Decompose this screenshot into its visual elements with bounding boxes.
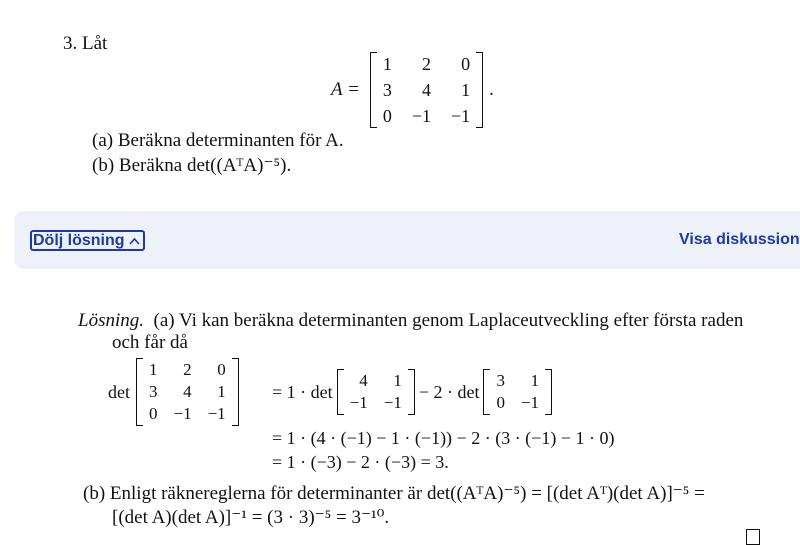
solution-line-2: och får då <box>112 332 188 353</box>
matrix-cell: 1 <box>382 54 392 74</box>
matrix-cell: 1 <box>149 360 158 379</box>
matrix-cell: 4 <box>183 382 192 401</box>
rhs1-mid: − 2 · det <box>418 381 480 402</box>
matrix-cell: 0 <box>149 404 158 423</box>
matrix-cell: 0 <box>461 54 471 74</box>
matrix-a <box>377 51 476 129</box>
rhs1-prefix: = 1 · det <box>272 381 333 402</box>
minor-matrix-2 <box>490 370 545 414</box>
right-bracket <box>476 52 483 128</box>
solution-part-a-text: (a) Vi kan beräkna determinanten genom Laplaceutveckling efter första raden <box>153 310 744 331</box>
matrix-cell: −1 <box>207 404 226 423</box>
matrix-period: . <box>489 79 494 100</box>
solution-label: Lösning. <box>78 310 144 331</box>
matrix-cell: 2 <box>183 360 192 379</box>
solution-part-b-line-2: [(det A)(det A)]⁻¹ = (3 · 3)⁻⁵ = 3⁻¹⁰. <box>112 507 390 528</box>
problem-number: 3. Låt <box>63 33 108 54</box>
hide-solution-button[interactable] <box>30 230 145 251</box>
part-a-text: (a) Beräkna determinanten för A. <box>92 130 344 151</box>
matrix-cell: 0 <box>217 360 226 379</box>
matrix-a-definition <box>331 51 494 129</box>
matrix-cell: −1 <box>349 393 368 412</box>
matrix-cell: 0 <box>496 393 505 412</box>
solution-part-b-line-1: (b) Enligt räknereglerna för determinanter är det((AᵀA)⁻⁵) = [(det Aᵀ)(det A)]⁻⁵ = <box>83 483 705 504</box>
right-bracket <box>408 369 415 415</box>
matrix-cell: 3 <box>149 382 158 401</box>
matrix-cell: 1 <box>393 371 402 390</box>
expansion-line-2: = 1 · (4 · (−1) − 1 · (−1)) − 2 · (3 · (−1) − 1 · 0) <box>272 428 615 448</box>
chevron-up-icon <box>129 237 140 245</box>
matrix-cell: 4 <box>422 80 431 100</box>
matrix-cell: 3 <box>382 80 392 100</box>
matrix-cell: −1 <box>451 106 471 126</box>
solution-matrix <box>143 359 232 425</box>
matrix-lhs: A = <box>331 79 360 100</box>
left-bracket <box>136 358 143 426</box>
matrix-cell: 1 <box>217 382 226 401</box>
qed-square-icon <box>746 529 760 545</box>
matrix-cell: 0 <box>382 106 392 126</box>
matrix-cell: −1 <box>411 106 431 126</box>
part-b-text: (b) Beräkna det((AᵀA)⁻⁵). <box>92 155 292 176</box>
left-bracket <box>370 52 377 128</box>
determinant-lhs <box>108 357 239 427</box>
right-bracket <box>545 369 552 415</box>
left-bracket <box>337 369 344 415</box>
matrix-cell: 4 <box>359 371 368 390</box>
matrix-cell: 1 <box>530 371 540 390</box>
solution-line-1 <box>78 310 743 332</box>
minor-matrix-1 <box>344 370 408 414</box>
matrix-cell: 3 <box>496 371 505 390</box>
matrix-cell: −1 <box>173 404 192 423</box>
matrix-cell: 2 <box>422 54 431 74</box>
expansion-line-3: = 1 · (−3) − 2 · (−3) = 3. <box>272 452 449 472</box>
matrix-cell: −1 <box>520 393 540 412</box>
left-bracket <box>483 369 490 415</box>
matrix-cell: −1 <box>383 393 402 412</box>
right-bracket <box>232 358 239 426</box>
hide-solution-label: Dölj lösning <box>33 231 125 249</box>
show-discussion-link[interactable]: Visa diskussion <box>679 231 800 248</box>
det-label: det <box>108 381 130 402</box>
expansion-line-1 <box>272 368 552 416</box>
matrix-cell: 1 <box>461 80 471 100</box>
